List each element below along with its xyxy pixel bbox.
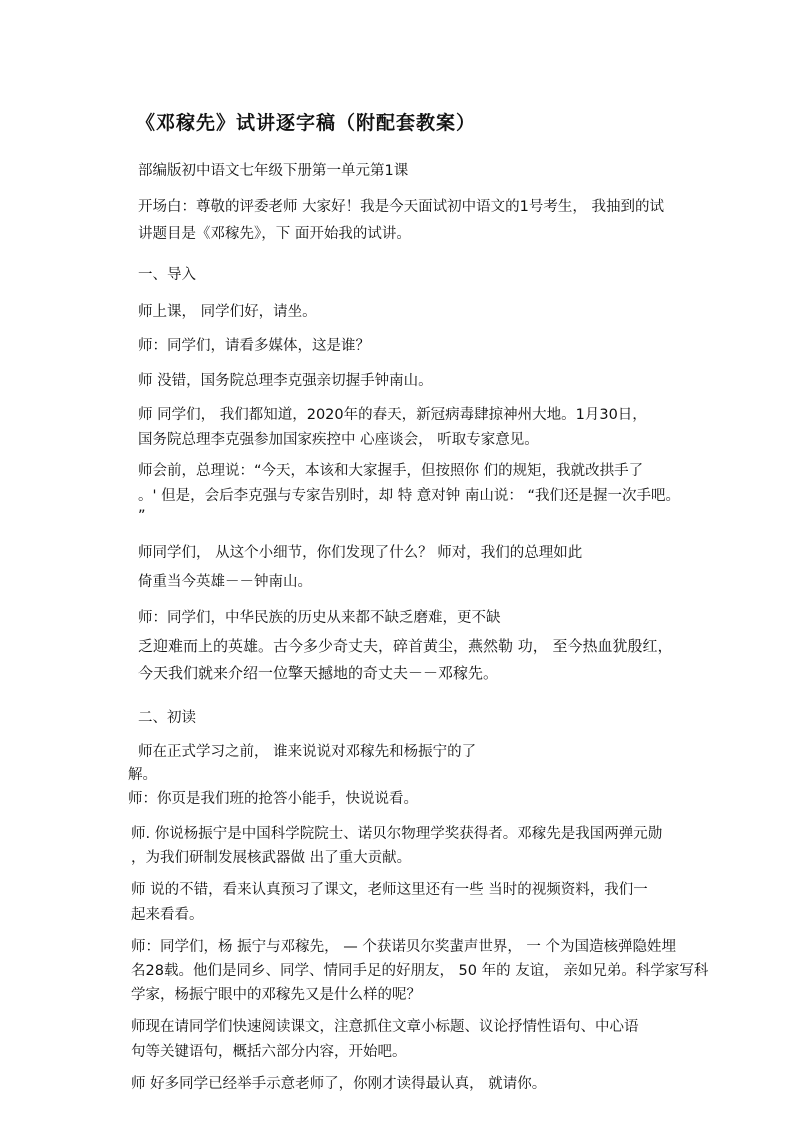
section-heading-intro: 一、导入 [138,267,196,283]
paragraph-line: 起来看看。 [131,907,204,923]
paragraph-line: 解。 [128,767,157,783]
paragraph-line: ” [138,508,146,524]
paragraph-line: ，为我们研制发展核武器做 出了重大贡献。 [131,850,412,866]
intro-line-1: 开场白：尊敬的评委老师 大家好！我是今天面试初中语文的1号考生， 我抽到的试 [138,199,664,215]
paragraph: 师：同学们，请看多媒体，这是谁？ [138,338,370,354]
paragraph-line: 师 同学们， 我们都知道，2020年的春天，新冠病毒肆掠神州大地。1月30日， [138,407,647,423]
paragraph: 师 没错，国务院总理李克强亲切握手钟南山。 [138,373,433,389]
paragraph-line: 国务院总理李克强参加国家疾控中 心座谈会， 听取专家意见。 [138,432,539,448]
paragraph-line: 师. 你说杨振宁是中国科学院院士、诺贝尔物理学奖获得者。邓稼先是我国两弹元勋 [131,826,663,842]
paragraph-line: 师在正式学习之前， 谁来说说对邓稼先和杨振宁的了 [138,744,477,760]
section-heading-first-reading: 二、初读 [138,710,196,726]
paragraph: 师 好多同学已经举手示意老师了，你刚才读得最认真， 就请你。 [131,1076,547,1092]
paragraph-line: 倚重当今英雄－－钟南山。 [138,574,312,590]
paragraph-line: 师：同学们，杨 振宁与邓稼先， — 个获诺贝尔奖蜚声世界， 一 个为国造核弹隐姓埋 [131,939,677,955]
paragraph: 师：你页是我们班的抢答小能手，快说说看。 [128,791,418,807]
paragraph-line: 乏迎难而上的英雄。古今多少奇丈夫，碎首黄尘，燕然勒 功， 至今热血犹殷红， [138,637,673,655]
document-title: 《邓稼先》试讲逐字稿（附配套教案） [136,112,477,134]
paragraph-line: 师同学们， 从这个小细节，你们发现了什么？ 师对，我们的总理如此 [138,545,583,561]
paragraph-line: 师：同学们，中华民族的历史从来都不缺乏磨难，更不缺 [138,610,501,626]
paragraph-line: 今天我们就来介绍一位擎天撼地的奇丈夫－－邓稼先。 [138,664,499,682]
paragraph-line: 句等关键语句，概括六部分内容，开始吧。 [131,1044,407,1060]
paragraph-line: 师 说的不错，看来认真预习了课文，老师这里还有一些 当时的视频资料，我们一 [131,882,648,898]
paragraph-line: 师现在请同学们快速阅读课文，注意抓住文章小标题、议论抒情性语句、中心语 [131,1019,639,1035]
paragraph-line: 师会前，总理说：“今天，本该和大家握手，但按照你 们的规矩，我就改拱手了 [138,463,644,479]
paragraph-line: 名28载。他们是同乡、同学、情同手足的好朋友， 50 年的 友谊， 亲如兄弟。科学家写科 [131,963,709,979]
paragraph-line: 。' 但是，会后李克强与专家告别时，却 特 意对钟 南山说： “我们还是握一次手吧。 [138,488,681,504]
intro-line-2: 讲题目是《邓稼先》，下 面开始我的试讲。 [138,226,411,242]
paragraph-line: 学家，杨振宁眼中的邓稼先又是什么样的呢？ [131,987,421,1003]
paragraph: 师上课， 同学们好，请坐。 [138,304,317,320]
document-subtitle: 部编版初中语文七年级下册第一单元第1课 [138,163,409,179]
